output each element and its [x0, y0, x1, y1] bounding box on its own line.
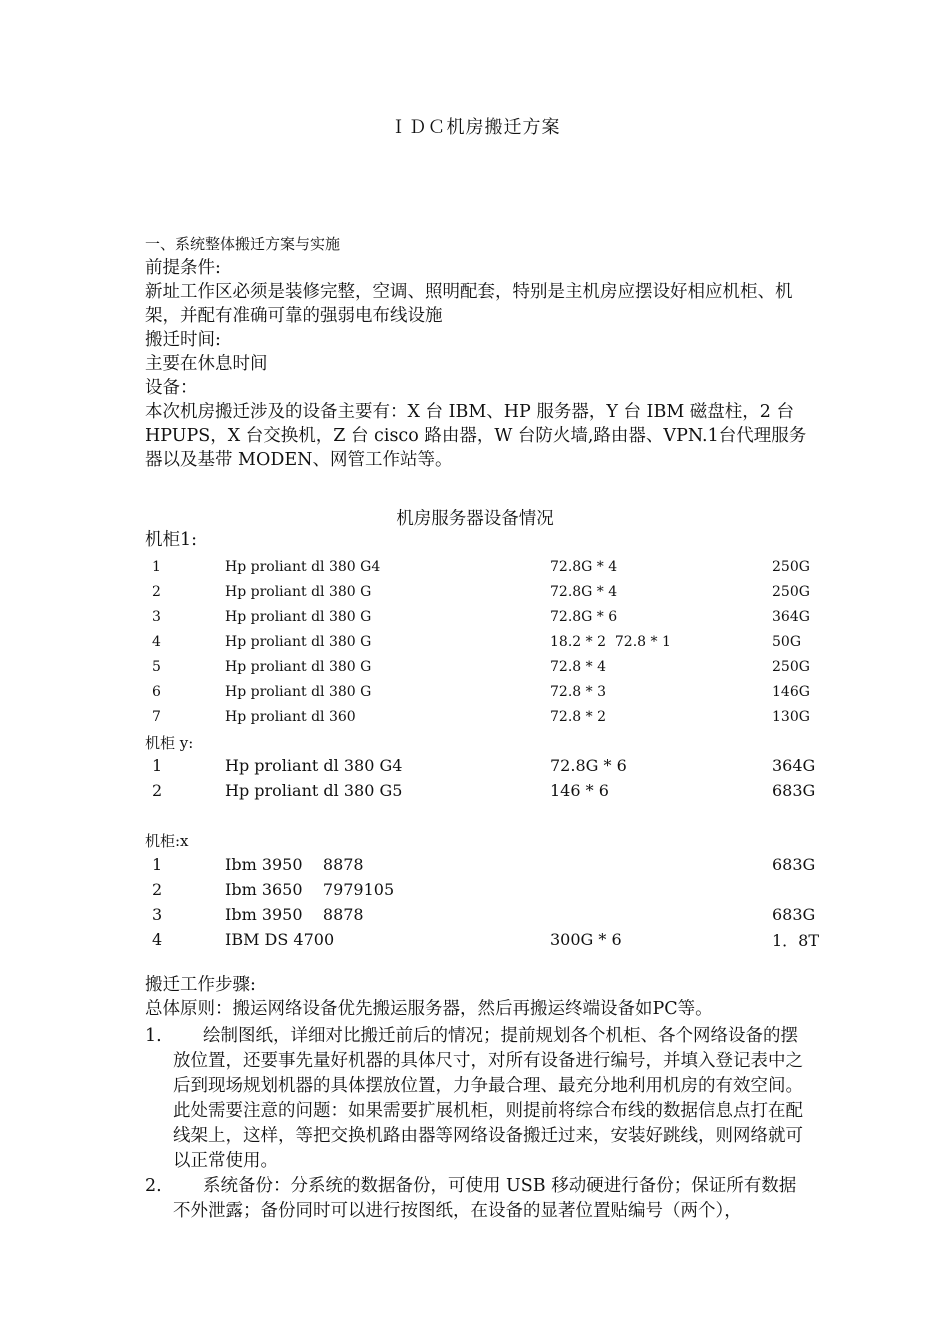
prerequisites-block	[145, 256, 810, 472]
table-row	[145, 629, 822, 654]
step-item	[145, 1024, 810, 1174]
server-model: Hp proliant dl 380 G	[225, 658, 372, 675]
disk-config	[550, 902, 772, 927]
disk-config: 72.8G * 6	[550, 608, 618, 625]
disk-config: 72.8G * 6	[550, 756, 627, 775]
cabinet-x-label: 机柜:x	[145, 832, 189, 850]
disk-config: 72.8 * 3	[550, 683, 606, 700]
row-number: 4	[152, 930, 163, 949]
server-model: Hp proliant dl 380 G4	[225, 756, 403, 775]
steps-label: 搬迁工作步骤:	[145, 975, 256, 995]
cabinet-x-table	[145, 852, 822, 952]
server-table-title: 机房服务器设备情况	[396, 509, 554, 529]
disk-config	[550, 852, 772, 877]
cabinet1-label: 机柜1:	[145, 530, 198, 550]
server-model: Ibm 3950 8878	[225, 855, 364, 874]
step-text: 系统备份：分系统的数据备份，可使用 USB 移动硬进行备份；保证所有数据不外泄露；备份同时可以进行按图纸，在设备的显著位置贴编号（两个），	[173, 1176, 797, 1221]
table-row	[145, 679, 822, 704]
row-number: 2	[152, 583, 161, 600]
disk-config: 72.8 * 2	[550, 708, 606, 725]
principle-text: 总体原则：搬运网络设备优先搬运服务器，然后再搬运终端设备如PC等。	[145, 999, 713, 1019]
equipment-text: 本次机房搬迁涉及的设备主要有：X 台 IBM、HP 服务器，Y 台 IBM 磁盘柱，2 台 HPUPS，X 台交换机，Z 台 cisco 路由器，W 台防火墙,路由器、VPN.1台代理服务器以及基带 MODEN、网管工作站等。	[145, 402, 807, 470]
disk-config: 300G * 6	[550, 930, 622, 949]
cabinet-y-table	[145, 753, 822, 803]
equipment-label: 设备：	[145, 378, 198, 398]
capacity	[772, 877, 822, 902]
document-title: ＩＤＣ机房搬迁方案	[389, 117, 561, 138]
capacity: 50G	[772, 633, 801, 650]
row-number: 7	[152, 708, 161, 725]
time-label: 搬迁时间:	[145, 330, 221, 350]
capacity: 683G	[772, 781, 816, 800]
server-model: Hp proliant dl 380 G4	[225, 558, 381, 575]
step-item	[145, 1174, 810, 1224]
table-row	[145, 753, 822, 778]
server-model: IBM DS 4700	[225, 930, 335, 949]
step-text: 绘制图纸，详细对比搬迁前后的情况；提前规划各个机柜、各个网络设备的摆放位置，还要事先量好机器的具体尺寸，对所有设备进行编号，并填入登记表中之后到现场规划机器的具体摆放位置，力争最合理、最充分地利用机房的有效空间。此处需要注意的问题：如果需要扩展机柜，则提前将综合布线的数据信息点打在配线架上，这样，等把交换机路由器等网络设备搬迁过来，安装好跳线，则网络就可以正常使用。	[173, 1026, 803, 1171]
capacity: 1．8T	[772, 931, 820, 950]
capacity: 250G	[772, 583, 810, 600]
server-model: Ibm 3950 8878	[225, 905, 364, 924]
table-row	[145, 579, 822, 604]
capacity: 364G	[772, 608, 810, 625]
row-number: 3	[152, 608, 161, 625]
server-model: Hp proliant dl 380 G	[225, 683, 372, 700]
capacity: 683G	[772, 905, 816, 924]
server-model: Hp proliant dl 380 G	[225, 633, 372, 650]
capacity: 146G	[772, 683, 810, 700]
row-number: 2	[152, 781, 163, 800]
disk-config: 18.2 * 2 72.8 * 1	[550, 633, 671, 650]
server-model: Ibm 3650 7979105	[225, 880, 395, 899]
table-row	[145, 704, 822, 729]
server-model: Hp proliant dl 380 G5	[225, 781, 403, 800]
row-number: 1	[152, 558, 161, 575]
cabinet-y-label: 机柜 y:	[145, 734, 194, 752]
step-number: 2.	[145, 1176, 162, 1196]
steps-list	[145, 1024, 810, 1224]
row-number: 1	[152, 756, 163, 775]
table-row	[145, 902, 822, 927]
row-number: 6	[152, 683, 161, 700]
table-row	[145, 778, 822, 803]
table-row	[145, 877, 822, 902]
capacity: 250G	[772, 658, 810, 675]
step-number: 1.	[145, 1026, 162, 1046]
row-number: 3	[152, 905, 163, 924]
capacity: 250G	[772, 558, 810, 575]
server-model: Hp proliant dl 380 G	[225, 583, 372, 600]
time-text: 主要在休息时间	[145, 354, 268, 374]
disk-config: 72.8G * 4	[550, 583, 618, 600]
disk-config: 72.8G * 4	[550, 558, 618, 575]
table-row	[145, 654, 822, 679]
disk-config: 146 * 6	[550, 781, 609, 800]
disk-config	[550, 877, 772, 902]
prereq-text: 新址工作区必须是装修完整，空调、照明配套，特别是主机房应摆设好相应机柜、机架，并配有准确可靠的强弱电布线设施	[145, 282, 793, 326]
table-row	[145, 604, 822, 629]
server-model: Hp proliant dl 380 G	[225, 608, 372, 625]
table-row	[145, 852, 822, 877]
disk-config: 72.8 * 4	[550, 658, 606, 675]
prereq-label: 前提条件:	[145, 258, 221, 278]
capacity: 364G	[772, 756, 816, 775]
row-number: 2	[152, 880, 163, 899]
table-row	[145, 554, 822, 579]
capacity: 130G	[772, 708, 810, 725]
row-number: 1	[152, 855, 163, 874]
server-model: Hp proliant dl 360	[225, 708, 356, 725]
capacity: 683G	[772, 855, 816, 874]
row-number: 5	[152, 658, 161, 675]
section-heading: 一、系统整体搬迁方案与实施	[145, 235, 341, 253]
row-number: 4	[152, 633, 161, 650]
table-row	[145, 927, 822, 952]
cabinet1-table	[145, 554, 822, 729]
steps-block	[145, 973, 810, 997]
